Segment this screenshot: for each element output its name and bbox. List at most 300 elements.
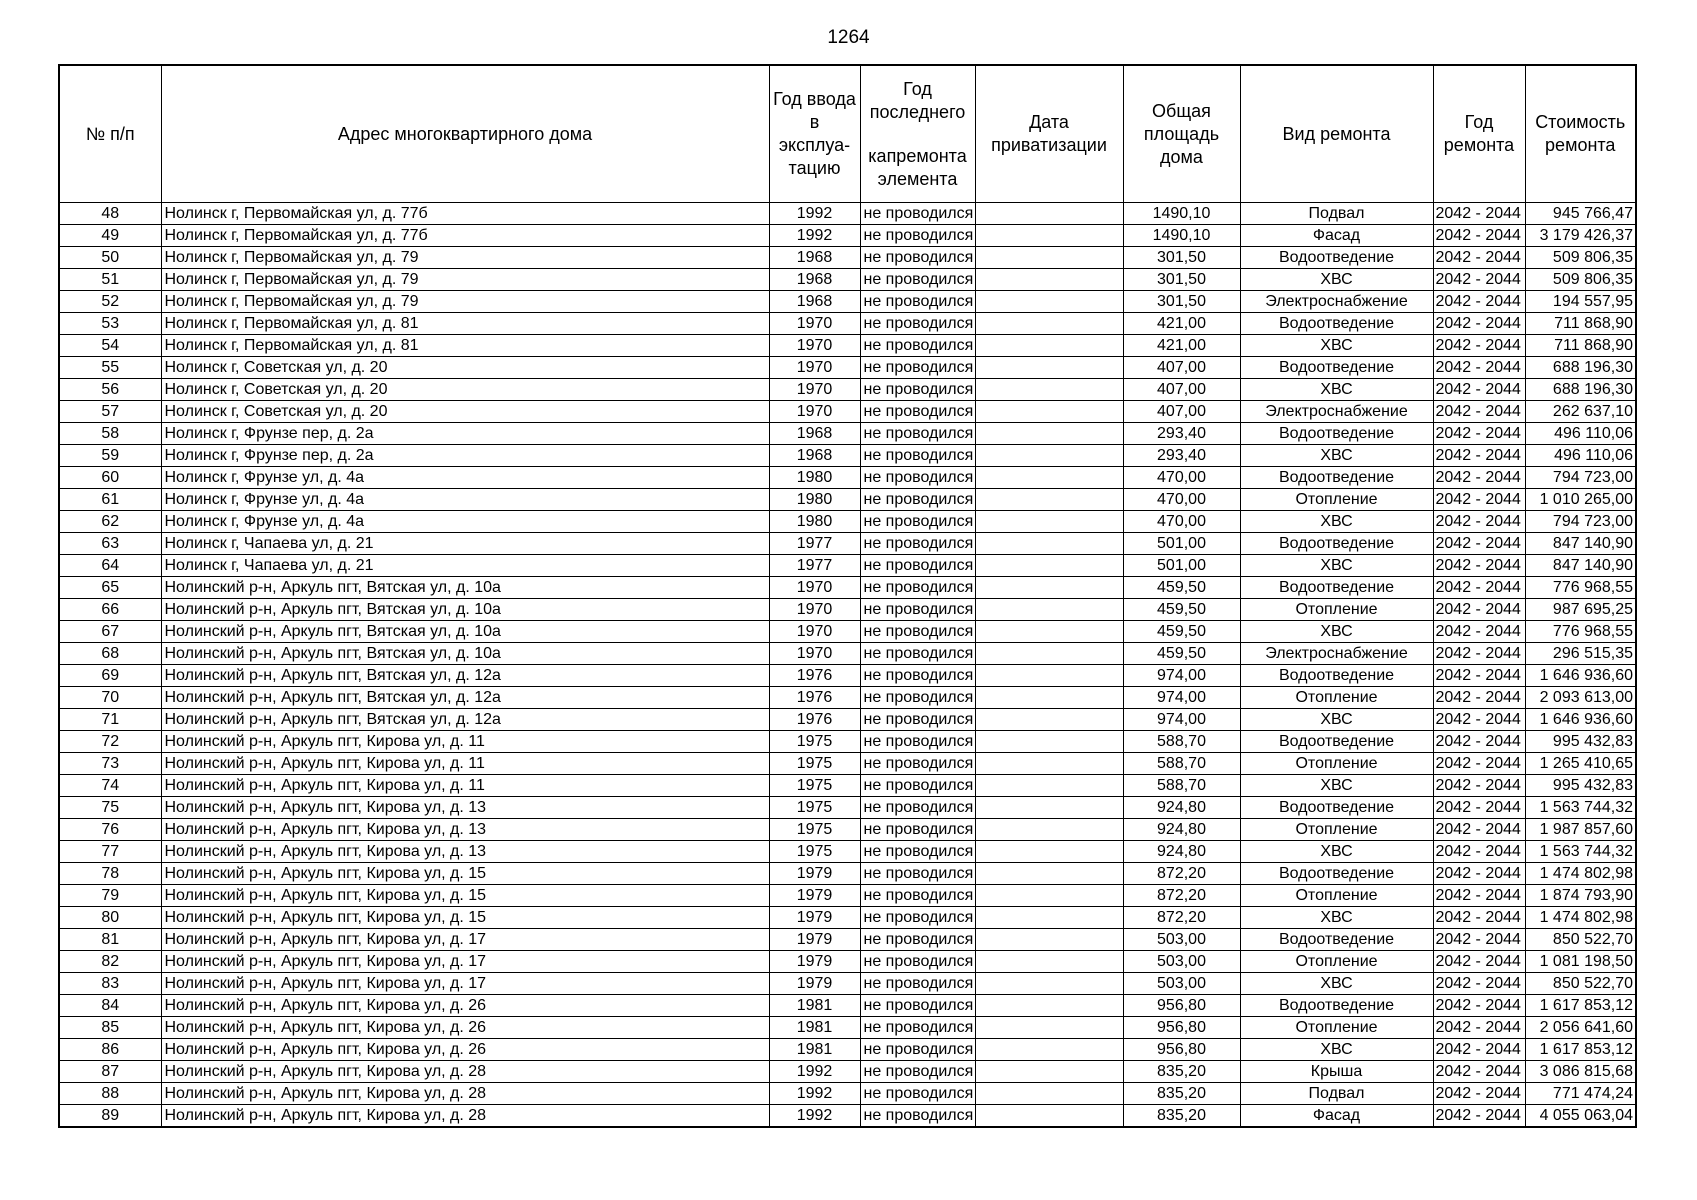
- cell-address: Нолинский р-н, Аркуль пгт, Кирова ул, д. 17: [161, 973, 769, 995]
- cell-cost: 1 987 857,60: [1525, 819, 1636, 841]
- cell-year-built: 1968: [769, 291, 860, 313]
- table-row: [59, 203, 1636, 225]
- cell-privatization: [975, 1105, 1123, 1128]
- cell-repair-type: Водоотведение: [1240, 863, 1433, 885]
- cell-repair-type: ХВС: [1240, 379, 1433, 401]
- cell-area: 872,20: [1123, 863, 1240, 885]
- cell-last-repair: не проводился: [860, 599, 975, 621]
- cell-num: 68: [59, 643, 161, 665]
- table-row: [59, 511, 1636, 533]
- cell-last-repair: не проводился: [860, 863, 975, 885]
- cell-area: 835,20: [1123, 1061, 1240, 1083]
- table-row: [59, 313, 1636, 335]
- cell-repair-year: 2042 - 2044: [1433, 885, 1525, 907]
- cell-repair-year: 2042 - 2044: [1433, 313, 1525, 335]
- cell-cost: 995 432,83: [1525, 731, 1636, 753]
- cell-address: Нолинский р-н, Аркуль пгт, Вятская ул, д. 10а: [161, 577, 769, 599]
- cell-year-built: 1975: [769, 819, 860, 841]
- cell-num: 81: [59, 929, 161, 951]
- cell-privatization: [975, 1017, 1123, 1039]
- cell-year-built: 1968: [769, 247, 860, 269]
- cell-address: Нолинский р-н, Аркуль пгт, Кирова ул, д. 17: [161, 951, 769, 973]
- cell-num: 64: [59, 555, 161, 577]
- cell-area: 459,50: [1123, 643, 1240, 665]
- cell-privatization: [975, 709, 1123, 731]
- cell-last-repair: не проводился: [860, 731, 975, 753]
- cell-last-repair: не проводился: [860, 797, 975, 819]
- cell-last-repair: не проводился: [860, 291, 975, 313]
- cell-last-repair: не проводился: [860, 1061, 975, 1083]
- table-row: [59, 401, 1636, 423]
- cell-privatization: [975, 555, 1123, 577]
- table-row: [59, 577, 1636, 599]
- cell-address: Нолинск г, Советская ул, д. 20: [161, 357, 769, 379]
- cell-area: 501,00: [1123, 555, 1240, 577]
- cell-privatization: [975, 577, 1123, 599]
- cell-last-repair: не проводился: [860, 203, 975, 225]
- cell-repair-year: 2042 - 2044: [1433, 423, 1525, 445]
- cell-num: 83: [59, 973, 161, 995]
- cell-year-built: 1976: [769, 687, 860, 709]
- cell-repair-year: 2042 - 2044: [1433, 973, 1525, 995]
- cell-address: Нолинский р-н, Аркуль пгт, Кирова ул, д. 13: [161, 797, 769, 819]
- cell-repair-year: 2042 - 2044: [1433, 203, 1525, 225]
- cell-area: 459,50: [1123, 599, 1240, 621]
- table-row: [59, 907, 1636, 929]
- header-last-repair: [860, 65, 975, 203]
- cell-last-repair: не проводился: [860, 401, 975, 423]
- cell-cost: 1 474 802,98: [1525, 907, 1636, 929]
- cell-year-built: 1981: [769, 995, 860, 1017]
- cell-repair-type: ХВС: [1240, 335, 1433, 357]
- table-row: [59, 731, 1636, 753]
- cell-cost: 776 968,55: [1525, 621, 1636, 643]
- cell-cost: 688 196,30: [1525, 357, 1636, 379]
- cell-repair-type: Водоотведение: [1240, 995, 1433, 1017]
- cell-year-built: 1970: [769, 379, 860, 401]
- cell-cost: 794 723,00: [1525, 467, 1636, 489]
- cell-address: Нолинский р-н, Аркуль пгт, Кирова ул, д. 17: [161, 929, 769, 951]
- cell-year-built: 1968: [769, 269, 860, 291]
- cell-last-repair: не проводился: [860, 379, 975, 401]
- cell-cost: 2 056 641,60: [1525, 1017, 1636, 1039]
- cell-privatization: [975, 291, 1123, 313]
- cell-cost: 987 695,25: [1525, 599, 1636, 621]
- cell-cost: 711 868,90: [1525, 313, 1636, 335]
- cell-address: Нолинск г, Фрунзе ул, д. 4а: [161, 467, 769, 489]
- cell-last-repair: не проводился: [860, 775, 975, 797]
- cell-area: 835,20: [1123, 1105, 1240, 1128]
- header-repair-type: Вид ремонта: [1240, 65, 1433, 203]
- cell-address: Нолинский р-н, Аркуль пгт, Кирова ул, д. 15: [161, 885, 769, 907]
- cell-privatization: [975, 665, 1123, 687]
- cell-num: 75: [59, 797, 161, 819]
- cell-repair-year: 2042 - 2044: [1433, 951, 1525, 973]
- cell-repair-year: 2042 - 2044: [1433, 225, 1525, 247]
- cell-year-built: 1977: [769, 555, 860, 577]
- cell-repair-type: Фасад: [1240, 225, 1433, 247]
- cell-address: Нолинск г, Советская ул, д. 20: [161, 379, 769, 401]
- cell-privatization: [975, 511, 1123, 533]
- cell-cost: 850 522,70: [1525, 929, 1636, 951]
- cell-cost: 2 093 613,00: [1525, 687, 1636, 709]
- cell-repair-type: Отопление: [1240, 1017, 1433, 1039]
- table-row: [59, 357, 1636, 379]
- table-row: [59, 841, 1636, 863]
- cell-repair-year: 2042 - 2044: [1433, 1017, 1525, 1039]
- cell-area: 301,50: [1123, 247, 1240, 269]
- cell-area: 1490,10: [1123, 225, 1240, 247]
- cell-repair-type: Отопление: [1240, 885, 1433, 907]
- cell-repair-year: 2042 - 2044: [1433, 643, 1525, 665]
- cell-repair-type: Отопление: [1240, 819, 1433, 841]
- cell-address: Нолинский р-н, Аркуль пгт, Кирова ул, д. 26: [161, 1017, 769, 1039]
- cell-repair-type: ХВС: [1240, 555, 1433, 577]
- cell-area: 407,00: [1123, 379, 1240, 401]
- cell-area: 974,00: [1123, 665, 1240, 687]
- cell-address: Нолинск г, Чапаева ул, д. 21: [161, 533, 769, 555]
- cell-last-repair: не проводился: [860, 841, 975, 863]
- cell-area: 407,00: [1123, 401, 1240, 423]
- cell-address: Нолинск г, Первомайская ул, д. 79: [161, 291, 769, 313]
- cell-cost: 3 086 815,68: [1525, 1061, 1636, 1083]
- cell-address: Нолинский р-н, Аркуль пгт, Вятская ул, д. 10а: [161, 621, 769, 643]
- cell-year-built: 1975: [769, 775, 860, 797]
- table-row: [59, 687, 1636, 709]
- cell-privatization: [975, 247, 1123, 269]
- cell-year-built: 1970: [769, 577, 860, 599]
- cell-year-built: 1992: [769, 203, 860, 225]
- cell-year-built: 1970: [769, 335, 860, 357]
- table-row: [59, 555, 1636, 577]
- cell-area: 588,70: [1123, 753, 1240, 775]
- cell-address: Нолинский р-н, Аркуль пгт, Кирова ул, д. 28: [161, 1061, 769, 1083]
- cell-num: 69: [59, 665, 161, 687]
- header-privatization: Дата приватизации: [975, 65, 1123, 203]
- cell-num: 82: [59, 951, 161, 973]
- cell-year-built: 1975: [769, 731, 860, 753]
- cell-repair-type: Водоотведение: [1240, 929, 1433, 951]
- cell-privatization: [975, 775, 1123, 797]
- cell-repair-type: ХВС: [1240, 907, 1433, 929]
- cell-privatization: [975, 1061, 1123, 1083]
- repair-registry-table: [58, 64, 1637, 1128]
- cell-area: 421,00: [1123, 313, 1240, 335]
- cell-last-repair: не проводился: [860, 445, 975, 467]
- cell-year-built: 1980: [769, 511, 860, 533]
- cell-year-built: 1992: [769, 1061, 860, 1083]
- cell-year-built: 1968: [769, 423, 860, 445]
- cell-last-repair: не проводился: [860, 247, 975, 269]
- cell-area: 470,00: [1123, 489, 1240, 511]
- cell-last-repair: не проводился: [860, 709, 975, 731]
- cell-last-repair: не проводился: [860, 995, 975, 1017]
- table-row: [59, 885, 1636, 907]
- cell-repair-year: 2042 - 2044: [1433, 841, 1525, 863]
- cell-address: Нолинск г, Фрунзе ул, д. 4а: [161, 489, 769, 511]
- table-row: [59, 599, 1636, 621]
- table-row: [59, 995, 1636, 1017]
- cell-repair-year: 2042 - 2044: [1433, 269, 1525, 291]
- cell-repair-type: ХВС: [1240, 973, 1433, 995]
- cell-repair-year: 2042 - 2044: [1433, 577, 1525, 599]
- cell-num: 80: [59, 907, 161, 929]
- cell-repair-type: Водоотведение: [1240, 423, 1433, 445]
- cell-year-built: 1981: [769, 1017, 860, 1039]
- cell-repair-year: 2042 - 2044: [1433, 291, 1525, 313]
- cell-year-built: 1975: [769, 841, 860, 863]
- cell-area: 956,80: [1123, 995, 1240, 1017]
- cell-cost: 296 515,35: [1525, 643, 1636, 665]
- cell-year-built: 1979: [769, 973, 860, 995]
- cell-repair-type: Отопление: [1240, 753, 1433, 775]
- table-row: [59, 379, 1636, 401]
- cell-num: 63: [59, 533, 161, 555]
- cell-privatization: [975, 489, 1123, 511]
- cell-repair-type: ХВС: [1240, 511, 1433, 533]
- cell-repair-year: 2042 - 2044: [1433, 1105, 1525, 1128]
- table-row: [59, 1039, 1636, 1061]
- cell-repair-year: 2042 - 2044: [1433, 819, 1525, 841]
- cell-last-repair: не проводился: [860, 423, 975, 445]
- cell-repair-type: Электроснабжение: [1240, 291, 1433, 313]
- cell-address: Нолинский р-н, Аркуль пгт, Вятская ул, д. 10а: [161, 599, 769, 621]
- cell-num: 76: [59, 819, 161, 841]
- cell-repair-type: Водоотведение: [1240, 357, 1433, 379]
- header-num: № п/п: [59, 65, 161, 203]
- cell-cost: 945 766,47: [1525, 203, 1636, 225]
- cell-privatization: [975, 599, 1123, 621]
- cell-repair-type: Электроснабжение: [1240, 401, 1433, 423]
- cell-last-repair: не проводился: [860, 753, 975, 775]
- cell-repair-type: Водоотведение: [1240, 665, 1433, 687]
- cell-last-repair: не проводился: [860, 357, 975, 379]
- cell-privatization: [975, 313, 1123, 335]
- table-row: [59, 1083, 1636, 1105]
- table-row: [59, 1061, 1636, 1083]
- cell-area: 470,00: [1123, 467, 1240, 489]
- cell-num: 86: [59, 1039, 161, 1061]
- cell-cost: 1 081 198,50: [1525, 951, 1636, 973]
- cell-cost: 771 474,24: [1525, 1083, 1636, 1105]
- cell-address: Нолинский р-н, Аркуль пгт, Кирова ул, д. 28: [161, 1083, 769, 1105]
- cell-last-repair: не проводился: [860, 1105, 975, 1128]
- cell-repair-type: Водоотведение: [1240, 467, 1433, 489]
- cell-address: Нолинск г, Фрунзе пер, д. 2а: [161, 423, 769, 445]
- cell-repair-type: Электроснабжение: [1240, 643, 1433, 665]
- cell-area: 1490,10: [1123, 203, 1240, 225]
- cell-privatization: [975, 995, 1123, 1017]
- cell-num: 72: [59, 731, 161, 753]
- cell-area: 503,00: [1123, 951, 1240, 973]
- cell-repair-type: ХВС: [1240, 269, 1433, 291]
- cell-last-repair: не проводился: [860, 577, 975, 599]
- cell-num: 48: [59, 203, 161, 225]
- cell-repair-year: 2042 - 2044: [1433, 709, 1525, 731]
- cell-privatization: [975, 907, 1123, 929]
- cell-privatization: [975, 731, 1123, 753]
- cell-cost: 850 522,70: [1525, 973, 1636, 995]
- cell-last-repair: не проводился: [860, 225, 975, 247]
- cell-year-built: 1970: [769, 621, 860, 643]
- table-row: [59, 445, 1636, 467]
- cell-year-built: 1975: [769, 753, 860, 775]
- cell-cost: 688 196,30: [1525, 379, 1636, 401]
- cell-num: 50: [59, 247, 161, 269]
- table-row: [59, 533, 1636, 555]
- cell-repair-year: 2042 - 2044: [1433, 797, 1525, 819]
- cell-repair-type: Отопление: [1240, 489, 1433, 511]
- cell-area: 974,00: [1123, 687, 1240, 709]
- header-area: Общая площадь дома: [1123, 65, 1240, 203]
- cell-cost: 1 265 410,65: [1525, 753, 1636, 775]
- header-repair-year: Год ремонта: [1433, 65, 1525, 203]
- cell-cost: 1 617 853,12: [1525, 1039, 1636, 1061]
- cell-last-repair: не проводился: [860, 665, 975, 687]
- cell-last-repair: не проводился: [860, 1017, 975, 1039]
- cell-repair-type: ХВС: [1240, 621, 1433, 643]
- cell-repair-type: ХВС: [1240, 775, 1433, 797]
- cell-num: 58: [59, 423, 161, 445]
- cell-year-built: 1979: [769, 907, 860, 929]
- cell-repair-year: 2042 - 2044: [1433, 357, 1525, 379]
- cell-repair-year: 2042 - 2044: [1433, 489, 1525, 511]
- cell-address: Нолинский р-н, Аркуль пгт, Кирова ул, д. 11: [161, 775, 769, 797]
- table-row: [59, 929, 1636, 951]
- table-row: [59, 423, 1636, 445]
- table-row: [59, 709, 1636, 731]
- cell-num: 84: [59, 995, 161, 1017]
- cell-cost: 711 868,90: [1525, 335, 1636, 357]
- cell-num: 73: [59, 753, 161, 775]
- cell-address: Нолинск г, Советская ул, д. 20: [161, 401, 769, 423]
- cell-privatization: [975, 819, 1123, 841]
- cell-year-built: 1979: [769, 951, 860, 973]
- cell-repair-year: 2042 - 2044: [1433, 445, 1525, 467]
- table-row: [59, 225, 1636, 247]
- table-body: [59, 203, 1636, 1128]
- table-row: [59, 775, 1636, 797]
- cell-cost: 776 968,55: [1525, 577, 1636, 599]
- cell-address: Нолинск г, Фрунзе пер, д. 2а: [161, 445, 769, 467]
- cell-repair-type: Водоотведение: [1240, 797, 1433, 819]
- cell-repair-year: 2042 - 2044: [1433, 555, 1525, 577]
- cell-privatization: [975, 379, 1123, 401]
- table-row: [59, 247, 1636, 269]
- cell-address: Нолинск г, Первомайская ул, д. 77б: [161, 225, 769, 247]
- cell-cost: 3 179 426,37: [1525, 225, 1636, 247]
- cell-cost: 1 474 802,98: [1525, 863, 1636, 885]
- cell-num: 59: [59, 445, 161, 467]
- cell-repair-type: ХВС: [1240, 445, 1433, 467]
- cell-cost: 847 140,90: [1525, 555, 1636, 577]
- cell-repair-year: 2042 - 2044: [1433, 621, 1525, 643]
- cell-privatization: [975, 423, 1123, 445]
- cell-repair-type: Подвал: [1240, 1083, 1433, 1105]
- cell-year-built: 1970: [769, 313, 860, 335]
- cell-area: 293,40: [1123, 423, 1240, 445]
- cell-repair-type: ХВС: [1240, 1039, 1433, 1061]
- cell-last-repair: не проводился: [860, 533, 975, 555]
- cell-area: 924,80: [1123, 797, 1240, 819]
- cell-num: 65: [59, 577, 161, 599]
- cell-last-repair: не проводился: [860, 1083, 975, 1105]
- cell-last-repair: не проводился: [860, 1039, 975, 1061]
- cell-area: 956,80: [1123, 1017, 1240, 1039]
- table-row: [59, 335, 1636, 357]
- cell-repair-type: Водоотведение: [1240, 533, 1433, 555]
- cell-num: 79: [59, 885, 161, 907]
- cell-privatization: [975, 951, 1123, 973]
- cell-area: 301,50: [1123, 291, 1240, 313]
- cell-address: Нолинский р-н, Аркуль пгт, Вятская ул, д. 12а: [161, 687, 769, 709]
- cell-address: Нолинск г, Первомайская ул, д. 77б: [161, 203, 769, 225]
- cell-privatization: [975, 467, 1123, 489]
- header-year-built: Год ввода в эксплуа-тацию: [769, 65, 860, 203]
- cell-num: 62: [59, 511, 161, 533]
- cell-repair-type: ХВС: [1240, 841, 1433, 863]
- cell-year-built: 1979: [769, 863, 860, 885]
- cell-privatization: [975, 401, 1123, 423]
- cell-num: 87: [59, 1061, 161, 1083]
- cell-repair-type: Водоотведение: [1240, 577, 1433, 599]
- table-row: [59, 643, 1636, 665]
- cell-area: 588,70: [1123, 775, 1240, 797]
- table-row: [59, 753, 1636, 775]
- cell-num: 71: [59, 709, 161, 731]
- cell-cost: 1 874 793,90: [1525, 885, 1636, 907]
- cell-repair-year: 2042 - 2044: [1433, 929, 1525, 951]
- cell-num: 57: [59, 401, 161, 423]
- cell-last-repair: не проводился: [860, 467, 975, 489]
- cell-address: Нолинский р-н, Аркуль пгт, Кирова ул, д. 28: [161, 1105, 769, 1128]
- table-row: [59, 1017, 1636, 1039]
- cell-cost: 794 723,00: [1525, 511, 1636, 533]
- cell-last-repair: не проводился: [860, 951, 975, 973]
- cell-year-built: 1980: [769, 489, 860, 511]
- cell-last-repair: не проводился: [860, 489, 975, 511]
- cell-area: 459,50: [1123, 621, 1240, 643]
- cell-year-built: 1975: [769, 797, 860, 819]
- cell-address: Нолинский р-н, Аркуль пгт, Вятская ул, д. 10а: [161, 643, 769, 665]
- cell-cost: 995 432,83: [1525, 775, 1636, 797]
- cell-privatization: [975, 863, 1123, 885]
- cell-num: 53: [59, 313, 161, 335]
- cell-area: 503,00: [1123, 973, 1240, 995]
- cell-num: 66: [59, 599, 161, 621]
- cell-year-built: 1970: [769, 401, 860, 423]
- cell-privatization: [975, 203, 1123, 225]
- cell-repair-type: ХВС: [1240, 709, 1433, 731]
- cell-repair-year: 2042 - 2044: [1433, 467, 1525, 489]
- cell-repair-type: Фасад: [1240, 1105, 1433, 1128]
- cell-num: 52: [59, 291, 161, 313]
- cell-year-built: 1976: [769, 709, 860, 731]
- cell-num: 60: [59, 467, 161, 489]
- cell-cost: 1 646 936,60: [1525, 709, 1636, 731]
- table-row: [59, 863, 1636, 885]
- cell-area: 293,40: [1123, 445, 1240, 467]
- cell-repair-type: Крыша: [1240, 1061, 1433, 1083]
- cell-repair-type: Отопление: [1240, 599, 1433, 621]
- cell-num: 51: [59, 269, 161, 291]
- cell-year-built: 1979: [769, 885, 860, 907]
- header-address: Адрес многоквартирного дома: [161, 65, 769, 203]
- cell-repair-year: 2042 - 2044: [1433, 335, 1525, 357]
- cell-repair-year: 2042 - 2044: [1433, 401, 1525, 423]
- cell-cost: 847 140,90: [1525, 533, 1636, 555]
- cell-cost: 4 055 063,04: [1525, 1105, 1636, 1128]
